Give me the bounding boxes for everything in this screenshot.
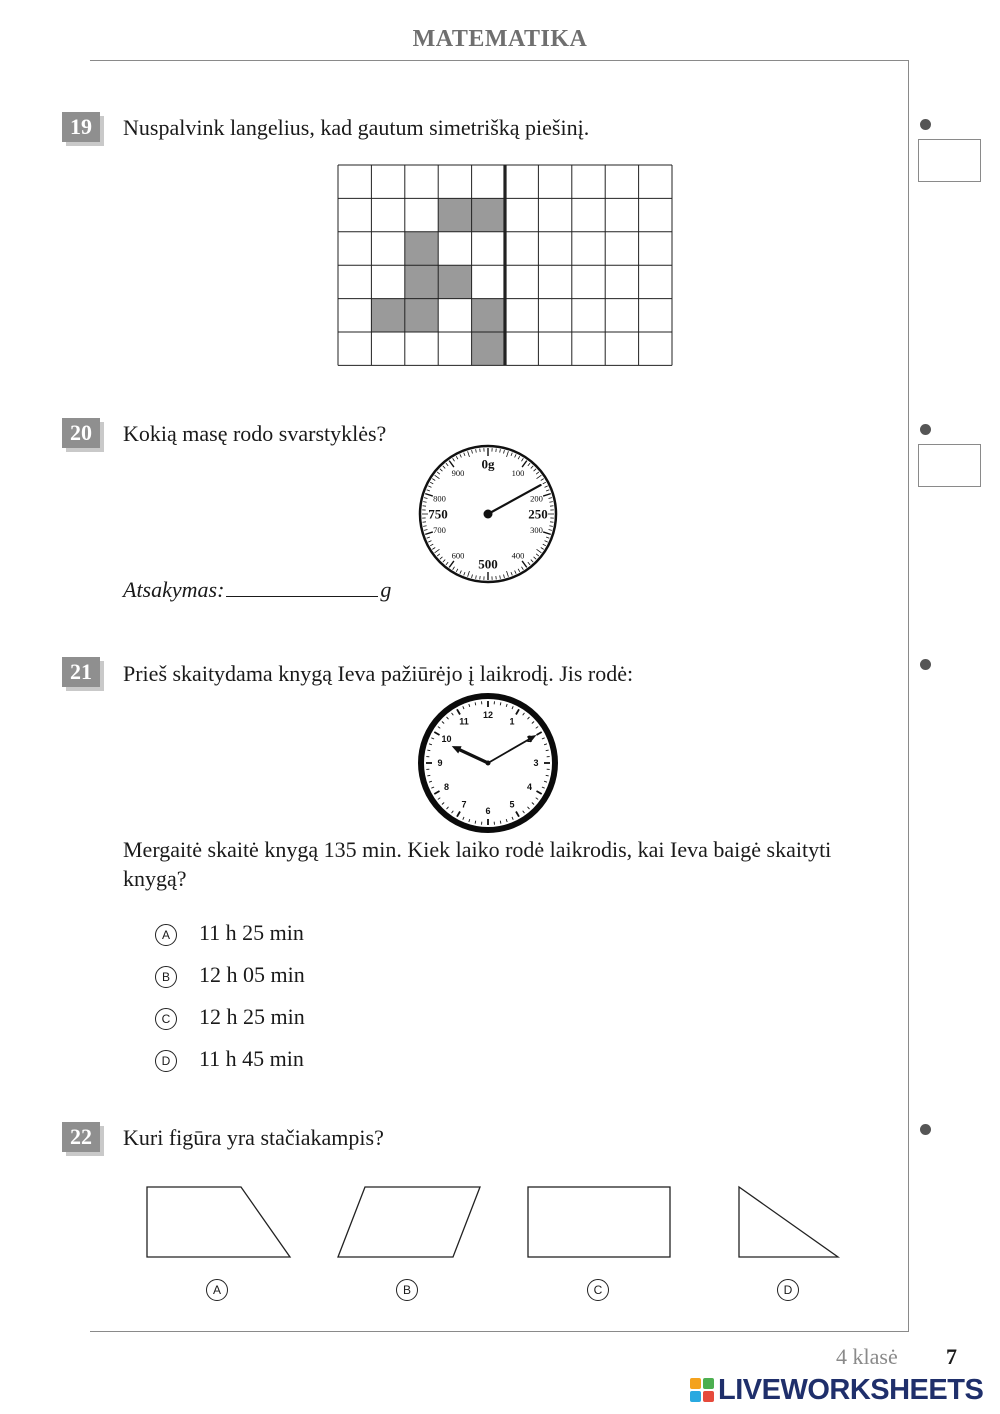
brand-logo-tile	[703, 1391, 714, 1402]
clock-number: 4	[527, 782, 533, 792]
option-c-text: 12 h 25 min	[199, 1004, 305, 1029]
question-22-text: Kuri figūra yra stačiakampis?	[123, 1125, 384, 1150]
scale-major-label: 500	[478, 556, 498, 572]
option-b-text: 12 h 05 min	[199, 962, 305, 987]
clock-number: 11	[459, 716, 469, 727]
brand-logo-icon	[690, 1378, 714, 1402]
clock-number: 9	[437, 758, 443, 768]
clock-number: 12	[482, 710, 494, 720]
question-21-number: 21	[62, 657, 100, 687]
clock-number: 3	[533, 758, 539, 768]
scale-minor-label: 800	[433, 493, 446, 504]
clock-number: 10	[441, 734, 452, 744]
margin-dot	[920, 659, 931, 670]
option-b-letter[interactable]: B	[155, 966, 177, 988]
margin-dot	[920, 424, 931, 435]
clock-number: 7	[461, 799, 467, 810]
scale-minor-label: 400	[511, 550, 525, 561]
page-title: MATEMATIKA	[412, 26, 588, 52]
brand-logo-tile	[690, 1378, 701, 1389]
question-21-text: Prieš skaitydama knygą Ieva pažiūrėjo į laikrodį. Jis rodė:	[123, 661, 634, 686]
scale-minor-label: 100	[511, 467, 525, 478]
question-20-number: 20	[62, 418, 100, 448]
shape-d-label[interactable]: D	[777, 1279, 799, 1301]
footer-grade: 4 klasė	[836, 1344, 898, 1369]
clock-number: 5	[509, 799, 515, 810]
scale-minor-label: 900	[451, 467, 465, 478]
brand-logo-tile	[703, 1378, 714, 1389]
scale-minor-label: 600	[451, 550, 465, 561]
question-20-text: Kokią masę rodo svarstyklės?	[123, 421, 387, 446]
liveworksheets-brand[interactable]	[690, 1374, 983, 1406]
answer-unit: g	[380, 577, 392, 602]
question-19-text: Nuspalvink langelius, kad gautum simetrišką piešinį.	[123, 115, 590, 140]
scale-major-label: 250	[528, 506, 548, 522]
scale-minor-label: 700	[433, 524, 446, 535]
shape-a-label[interactable]: A	[206, 1279, 228, 1301]
option-c-letter[interactable]: C	[155, 1008, 177, 1030]
option-d-letter[interactable]: D	[155, 1050, 177, 1072]
answer-label: Atsakymas:	[123, 577, 225, 602]
question-22-number: 22	[62, 1122, 100, 1152]
shape-right-triangle[interactable]	[739, 1187, 838, 1257]
clock-number: 1	[509, 716, 515, 727]
margin-dot	[920, 119, 931, 130]
scale-minor-label: 200	[530, 493, 543, 504]
clock-number: 8	[443, 782, 449, 792]
brand-text: LIVEWORKSHEETS	[718, 1373, 984, 1406]
score-box[interactable]	[918, 444, 981, 487]
shape-trapezoid[interactable]	[147, 1187, 290, 1257]
shape-b-label[interactable]: B	[396, 1279, 418, 1301]
option-a-text: 11 h 25 min	[199, 920, 304, 945]
page-number: 7	[946, 1344, 957, 1369]
shape-rectangle[interactable]	[528, 1187, 670, 1257]
option-d-text: 11 h 45 min	[199, 1046, 304, 1071]
clock-number: 6	[485, 806, 491, 816]
shape-parallelogram[interactable]	[338, 1187, 480, 1257]
scale-minor-label: 300	[530, 524, 543, 535]
question-19-number: 19	[62, 112, 100, 142]
question-21-followup: Mergaitė skaitė knygą 135 min. Kiek laiko rodė laikrodis, kai Ieva baigė skaityti knygą?	[123, 837, 832, 891]
shape-c-label[interactable]: C	[587, 1279, 609, 1301]
option-a-letter[interactable]: A	[155, 924, 177, 946]
brand-logo-tile	[690, 1391, 701, 1402]
score-box[interactable]	[918, 139, 981, 182]
scale-major-label: 0g	[481, 456, 495, 472]
margin-dot	[920, 1124, 931, 1135]
scale-major-label: 750	[428, 506, 448, 522]
